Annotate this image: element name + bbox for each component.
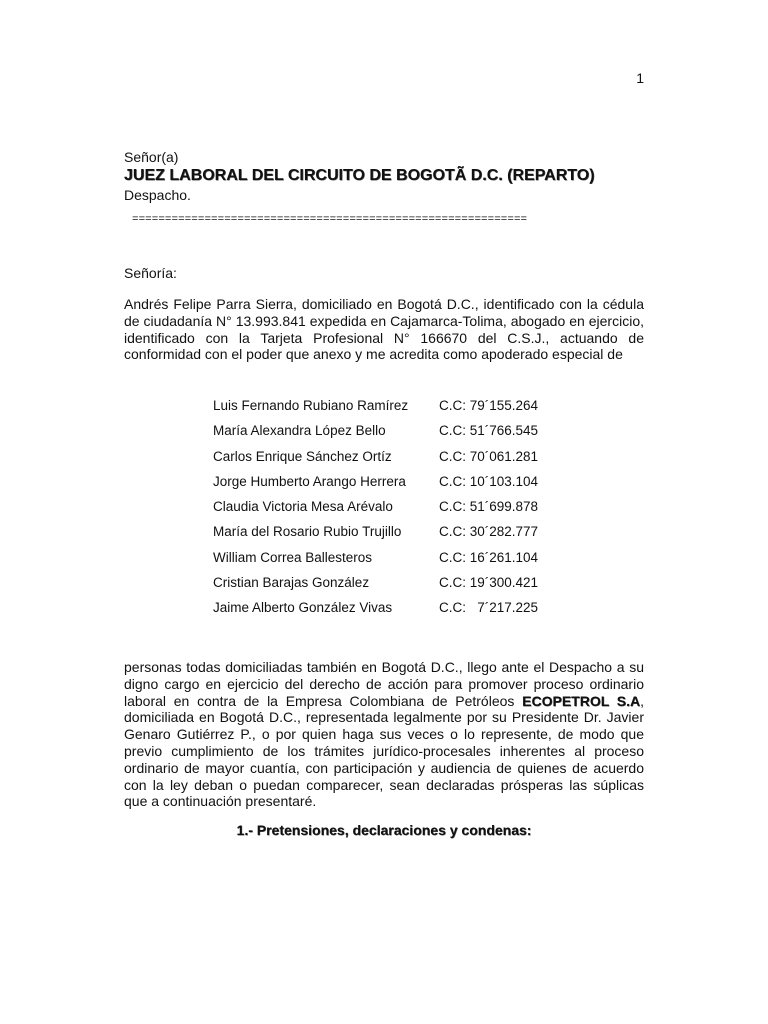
clients-list	[213, 398, 553, 626]
addressee-title: JUEZ LABORAL DEL CIRCUITO DE BOGOTÃ D.C. (REPARTO)	[124, 167, 595, 184]
intro-paragraph: Andrés Felipe Parra Sierra, domiciliado en Bogotá D.C., identificado con la cédula de ciudadanía N° 13.993.841 expedida en Cajamarca-Tolima, abogado en ejercicio, identificado con la Tarjeta Profesional N° 166670 del C.S.J., actuando de conformidad con el poder que anexo y me acredita como apoderado especial de	[124, 296, 644, 363]
client-row	[213, 499, 553, 524]
client-row	[213, 550, 553, 575]
client-id: C.C: 7´217.225	[439, 600, 539, 616]
client-id: C.C: 19´300.421	[439, 575, 539, 591]
client-name: Jorge Humberto Arango Herrera	[213, 473, 406, 489]
addressee-block	[124, 148, 644, 205]
client-name: Claudia Victoria Mesa Arévalo	[213, 499, 393, 515]
page-number: 1	[636, 70, 644, 86]
client-row	[213, 449, 553, 474]
company-name: ECOPETROL S.A	[522, 692, 641, 709]
client-row	[213, 398, 553, 423]
client-id: C.C: 30´282.777	[439, 524, 539, 540]
client-name: William Correa Ballesteros	[213, 549, 373, 565]
second-paragraph-part1: personas todas domiciliadas también en Bogotá D.C., llego ante el Despacho a su digno cargo en ejercicio del derecho de acción para promover proceso ordinario laboral en contra de la Empresa Colombiana de Petróleos	[124, 659, 644, 709]
client-name: Carlos Enrique Sánchez Ortíz	[213, 448, 392, 464]
client-id: C.C: 79´155.264	[439, 398, 539, 413]
client-id: C.C: 51´699.878	[439, 499, 539, 515]
client-id: C.C: 10´103.104	[439, 473, 539, 489]
client-id: C.C: 51´766.545	[439, 423, 539, 439]
client-row	[213, 600, 553, 625]
greeting: Señoría:	[124, 265, 177, 281]
second-paragraph	[124, 659, 644, 810]
addressee-office: Despacho.	[124, 187, 191, 203]
client-row	[213, 474, 553, 499]
client-id: C.C: 16´261.104	[439, 549, 539, 565]
client-name: Jaime Alberto González Vivas	[213, 600, 393, 616]
client-row	[213, 524, 553, 549]
separator-line: ============================================================	[132, 214, 528, 226]
salutation: Señor(a)	[124, 149, 179, 165]
section-heading: 1.- Pretensiones, declaraciones y condenas:	[236, 822, 532, 838]
client-name: Luis Fernando Rubiano Ramírez	[213, 398, 409, 413]
client-name: Cristian Barajas González	[213, 575, 370, 591]
second-paragraph-part2: , domiciliada en Bogotá D.C., representada legalmente por su Presidente Dr. Javier Genaro Gutiérrez P., o por quien haga sus veces o lo represente, de modo que previo cumplimiento de los trámites jurídico-procesales inherentes al proceso ordinario de mayor cuantía, con participación y audiencia de quienes de acuerdo con la ley deban o puedan comparecer, sean declaradas prósperas las súplicas que a continuación presentaré.	[124, 692, 644, 810]
client-row	[213, 575, 553, 600]
client-name: María del Rosario Rubio Trujillo	[213, 524, 402, 540]
client-name: María Alexandra López Bello	[213, 423, 386, 439]
client-row	[213, 423, 553, 448]
client-id: C.C: 70´061.281	[439, 448, 539, 464]
